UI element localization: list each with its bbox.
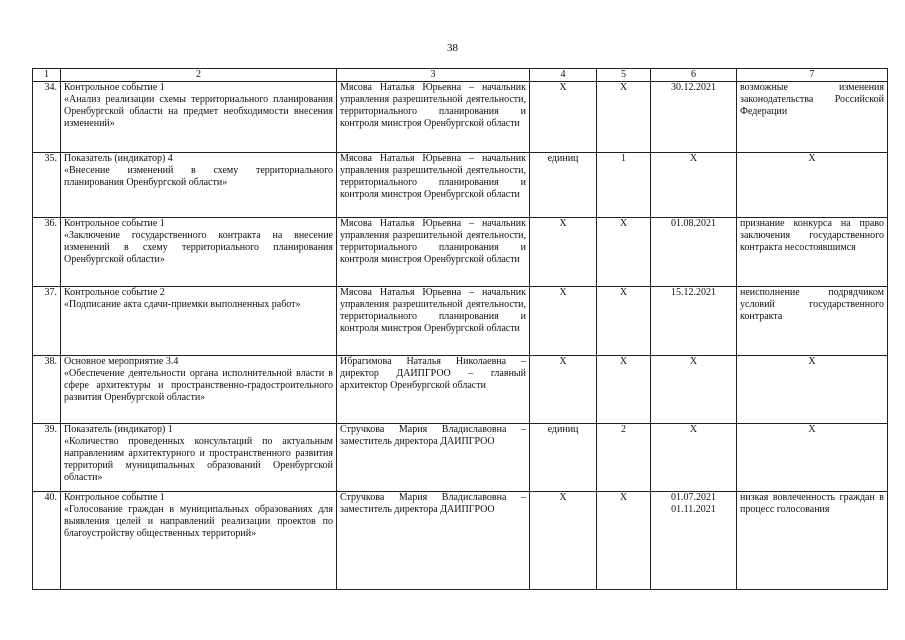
date: Х: [651, 424, 737, 492]
date: Х: [651, 153, 737, 218]
unit: Х: [530, 218, 597, 287]
header-cell: 1: [33, 69, 61, 82]
event-type: Контрольное событие 1: [64, 218, 165, 229]
plan-table: [32, 68, 888, 590]
risk: признание конкурса на право заключения государственного контракта несостоявшимся: [737, 218, 888, 287]
header-cell: 4: [530, 69, 597, 82]
event-name: «Заключение государственного контракта на внесение изменений в схему территориального планирования Оренбургской области»: [64, 230, 333, 265]
risk: возможные изменения законодательства Российской Федерации: [737, 82, 888, 153]
event-cell: [61, 153, 337, 218]
risk: Х: [737, 424, 888, 492]
responsible: Мясова Наталья Юрьевна – начальник управления разрешительной деятельности, территориального планирования и контроля минстроя Оренбургской области: [337, 218, 530, 287]
date: Х: [651, 356, 737, 424]
value: Х: [597, 492, 651, 590]
event-name: «Внесение изменений в схему территориального планирования Оренбургской области»: [64, 165, 333, 188]
event-name: «Количество проведенных консультаций по актуальным направлениям архитектурного и пространственного развития территорий муниципальных образований Оренбургской области»: [64, 436, 333, 483]
date: 01.08.2021: [651, 218, 737, 287]
unit: Х: [530, 492, 597, 590]
date-second: 01.11.2021: [671, 504, 716, 515]
event-cell: [61, 218, 337, 287]
event-type: Показатель (индикатор) 1: [64, 424, 173, 435]
unit: Х: [530, 356, 597, 424]
row-number: 37.: [33, 287, 61, 356]
row-number: 34.: [33, 82, 61, 153]
table-row: [33, 424, 888, 492]
unit: единиц: [530, 153, 597, 218]
event-name: «Анализ реализации схемы территориального планирования Оренбургской области на предмет необходимости внесения изменений»: [64, 94, 333, 129]
table-row: [33, 218, 888, 287]
responsible: Мясова Наталья Юрьевна – начальник управления разрешительной деятельности, территориального планирования и контроля минстроя Оренбургской области: [337, 82, 530, 153]
event-type: Контрольное событие 2: [64, 287, 165, 298]
table-row: [33, 356, 888, 424]
value: Х: [597, 356, 651, 424]
event-name: «Обеспечение деятельности органа исполнительной власти в сфере архитектуры и пространственно-градостроительного развития Оренбургской области»: [64, 368, 333, 403]
risk: Х: [737, 356, 888, 424]
header-cell: 5: [597, 69, 651, 82]
table-row: [33, 153, 888, 218]
responsible: Ибрагимова Наталья Николаевна – директор ДАИПГРОО – главный архитектор Оренбургской области: [337, 356, 530, 424]
risk: низкая вовлеченность граждан в процесс голосования: [737, 492, 888, 590]
event-type: Основное мероприятие 3.4: [64, 356, 179, 367]
event-cell: [61, 82, 337, 153]
risk: Х: [737, 153, 888, 218]
event-cell: [61, 287, 337, 356]
event-type: Контрольное событие 1: [64, 82, 165, 93]
row-number: 35.: [33, 153, 61, 218]
date: 15.12.2021: [651, 287, 737, 356]
header-cell: 6: [651, 69, 737, 82]
row-number: 36.: [33, 218, 61, 287]
unit: Х: [530, 287, 597, 356]
value: Х: [597, 287, 651, 356]
page-number: 38: [447, 42, 458, 54]
event-cell: [61, 424, 337, 492]
event-name: «Подписание акта сдачи-приемки выполненных работ»: [64, 299, 301, 310]
header-cell: 7: [737, 69, 888, 82]
date: 30.12.2021: [651, 82, 737, 153]
date-cell: [651, 492, 737, 590]
row-number: 39.: [33, 424, 61, 492]
date: 01.07.2021: [671, 492, 716, 503]
unit: Х: [530, 82, 597, 153]
responsible: Мясова Наталья Юрьевна – начальник управления разрешительной деятельности, территориального планирования и контроля минстроя Оренбургской области: [337, 153, 530, 218]
value: 2: [597, 424, 651, 492]
value: Х: [597, 82, 651, 153]
event-type: Контрольное событие 1: [64, 492, 165, 503]
event-name: «Голосование граждан в муниципальных образованиях для выявления целей и направлений реализации проектов по благоустройству общественных территорий»: [64, 504, 333, 539]
value: 1: [597, 153, 651, 218]
responsible: Мясова Наталья Юрьевна – начальник управления разрешительной деятельности, территориального планирования и контроля минстроя Оренбургской области: [337, 287, 530, 356]
responsible: Стручкова Мария Владиславовна – заместитель директора ДАИПГРОО: [337, 424, 530, 492]
responsible: Стручкова Мария Владиславовна – заместитель директора ДАИПГРОО: [337, 492, 530, 590]
table-row: [33, 82, 888, 153]
risk: неисполнение подрядчиком условий государственного контракта: [737, 287, 888, 356]
header-cell: 2: [61, 69, 337, 82]
event-cell: [61, 356, 337, 424]
event-cell: [61, 492, 337, 590]
value: Х: [597, 218, 651, 287]
table-row: [33, 287, 888, 356]
event-type: Показатель (индикатор) 4: [64, 153, 173, 164]
row-number: 38.: [33, 356, 61, 424]
table-row: [33, 492, 888, 590]
unit: единиц: [530, 424, 597, 492]
header-cell: 3: [337, 69, 530, 82]
header-row: [33, 69, 888, 82]
row-number: 40.: [33, 492, 61, 590]
